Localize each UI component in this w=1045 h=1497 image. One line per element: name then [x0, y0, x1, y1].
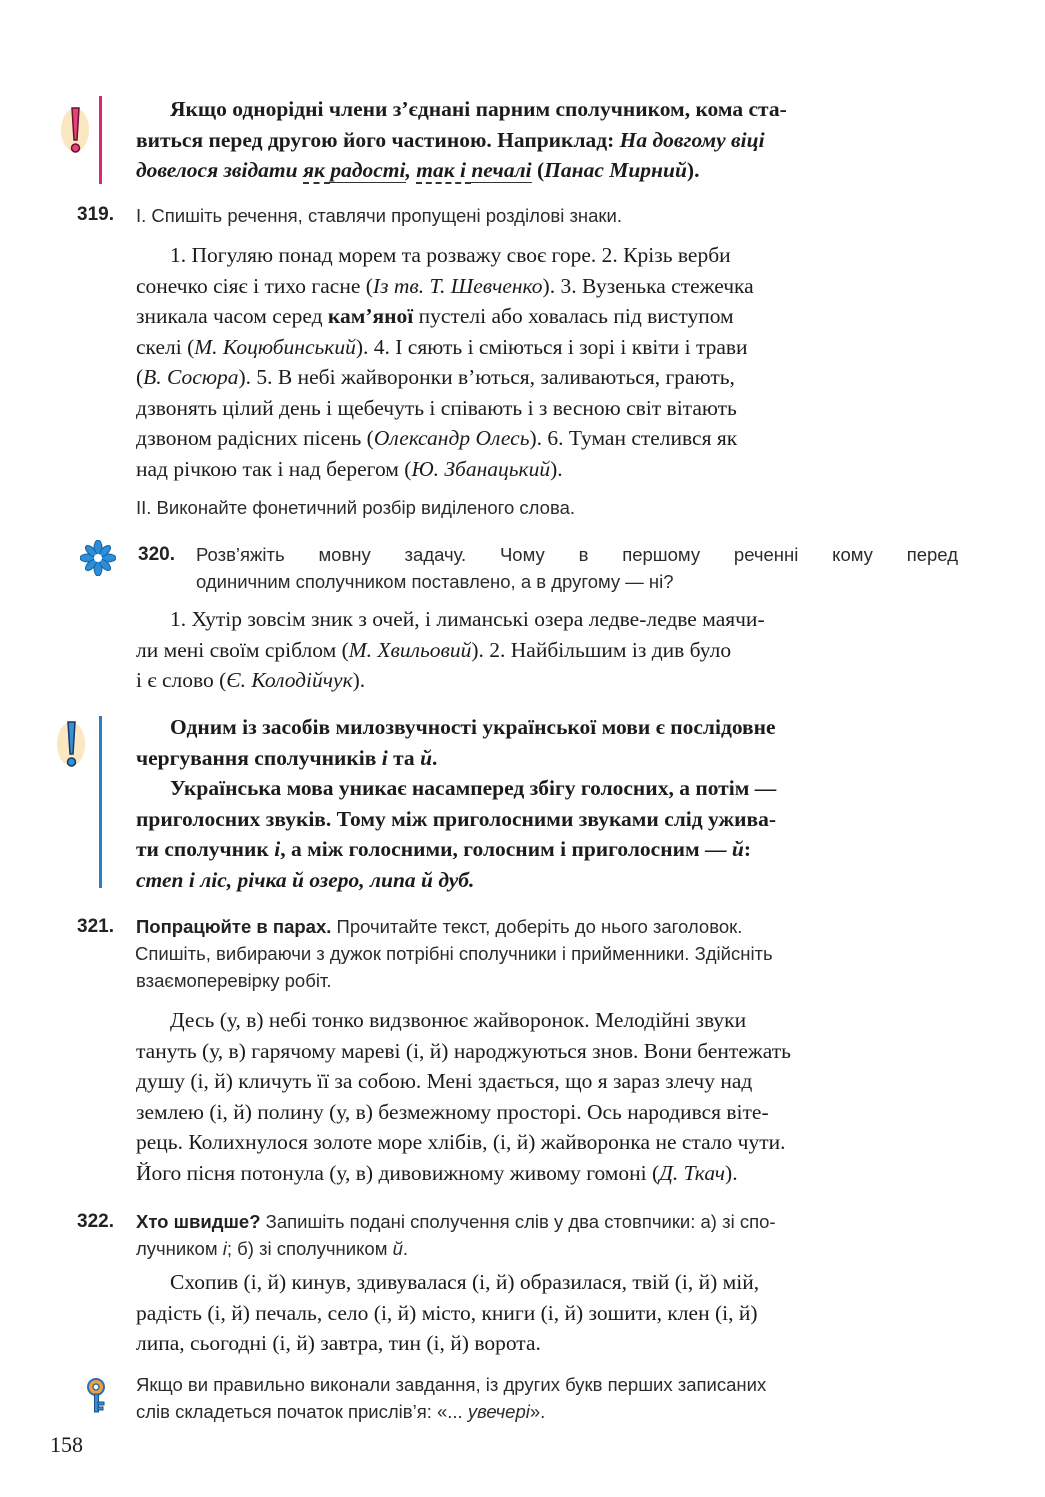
- rule-2-line: Українська мова уникає насамперед збігу голосних, а потім —: [170, 776, 777, 800]
- text-line: [136, 635, 958, 666]
- highlighted-word: кам’яної: [327, 304, 414, 328]
- conjunction-part: так і: [416, 158, 472, 182]
- task-text: Прочитайте текст, доберіть до нього заголовок.: [331, 916, 743, 937]
- conjunction: і: [274, 837, 281, 861]
- rule-2-line: Одним із засобів милозвучності української мови є послідовне: [170, 715, 776, 739]
- exercise-321-number: 321.: [77, 916, 114, 937]
- conjunction: і: [381, 745, 388, 770]
- conjunction: й: [392, 1238, 403, 1259]
- exercise-321-task: [136, 913, 958, 994]
- exercise-322-task: [136, 1208, 958, 1262]
- rule-1-icon: [58, 100, 92, 160]
- text-line: Десь (у, в) небі тонко видзвонює жайворонок. Мелодійні звуки: [170, 1008, 747, 1032]
- hint-text-part: ».: [529, 1401, 546, 1422]
- exercise-320-number: 320.: [138, 544, 175, 565]
- text: ти сполучник: [136, 837, 275, 861]
- text-line: [136, 301, 958, 332]
- page-number: 158: [50, 1432, 83, 1457]
- author: Олександр Олесь: [373, 426, 530, 450]
- rule-2: [136, 712, 958, 895]
- task-line: Розв’яжіть мовну задачу. Чому в першому реченні кому перед: [196, 544, 958, 565]
- author: М. Коцюбинський: [194, 334, 356, 359]
- rule-2-line: [136, 834, 958, 865]
- text: ). 6. Туман стелився як: [529, 426, 738, 450]
- hint-text-part: слів складеться початок прислів’я: «...: [136, 1401, 468, 1422]
- text: чергування сполучників: [136, 745, 382, 770]
- rule-1-example: На довгому віці: [619, 127, 765, 152]
- task-text: Запишіть подані сполучення слів у два стовпчики: а) зі спо-: [260, 1211, 776, 1232]
- hint-text: [136, 1371, 958, 1425]
- task-heading: Хто швидше?: [136, 1211, 261, 1232]
- rule-1-example: ,: [405, 158, 417, 182]
- text-line: 1. Погуляю понад морем та розважу своє горе. 2. Крізь верби: [170, 243, 731, 267]
- text-line: [136, 362, 958, 393]
- author: М. Хвильовий: [348, 637, 472, 662]
- rule-1-author: Панас Мирний: [544, 158, 687, 182]
- key-icon: [84, 1376, 114, 1416]
- conjunction: й: [731, 837, 744, 861]
- exercise-319-text: [136, 240, 958, 484]
- text-line: Схопив (і, й) кинув, здивувалася (і, й) образилася, твій (і, й) мій,: [170, 1270, 760, 1294]
- rule-1-example: довелося звідати: [136, 158, 303, 182]
- text: ). 2. Найбільшим із див було: [471, 637, 732, 662]
- exclamation-icon: [54, 714, 88, 774]
- text: скелі (: [136, 334, 195, 359]
- hint-line: Якщо ви правильно виконали завдання, із других букв перших записаних: [136, 1374, 767, 1395]
- proverb-word: увечері: [467, 1401, 530, 1422]
- text: дзвоном радісних пісень (: [136, 426, 374, 450]
- rule-2-line: приголосних звуків. Тому між приголосними звуками слід ужива-: [136, 806, 776, 831]
- rule-1: [136, 94, 958, 186]
- text: .: [432, 745, 438, 770]
- task-text: ; б) зі сполучником: [226, 1238, 393, 1259]
- text-line: землею (і, й) полину (у, в) безмежному просторі. Ось народився віте-: [136, 1099, 769, 1124]
- rule-1-text: ).: [686, 158, 700, 182]
- exercise-320-text: [136, 604, 958, 696]
- text: та: [387, 745, 421, 770]
- text: , а між голосними, голосним і приголосним —: [280, 837, 732, 861]
- conjunction: і: [222, 1238, 227, 1259]
- text: (: [136, 365, 144, 389]
- exercise-321-text: [136, 1005, 958, 1188]
- exercise-322-text: [136, 1267, 958, 1359]
- text-line: [136, 271, 958, 302]
- conjunction-part: як: [302, 158, 331, 182]
- rule-2-line: [136, 865, 958, 896]
- task-line: Спишіть, вибираючи з дужок потрібні сполучники і прийменники. Здійсніть: [135, 943, 773, 964]
- rule-1-line: Якщо однорідні члени з’єднані парним сполучником, кома ста-: [170, 97, 787, 121]
- rule-1-text: виться перед другою його частиною. Наприклад:: [136, 127, 620, 152]
- task-line: взаємоперевірку робіт.: [136, 970, 332, 991]
- text: над річкою так і над берегом (: [136, 456, 412, 481]
- exercise-322-number: 322.: [77, 1211, 114, 1232]
- text: сонечко сіяє і тихо гасне (: [136, 273, 373, 298]
- hint-icon: [84, 1376, 114, 1416]
- author: Ю. Збанацький: [411, 456, 551, 481]
- text: і є слово (: [136, 668, 227, 692]
- text: пустелі або ховалась під виступом: [413, 304, 734, 328]
- hint-line: [136, 1398, 958, 1425]
- homogeneous-member: радості: [330, 158, 406, 182]
- task-line: [136, 1235, 958, 1262]
- flower-icon: [80, 540, 116, 576]
- text: ). 3. Вузенька стежечка: [542, 273, 754, 298]
- text: ).: [725, 1160, 738, 1185]
- author: Є. Колодійчук: [226, 668, 353, 692]
- text-line: [136, 332, 958, 363]
- text: :: [743, 837, 752, 861]
- text-line: [136, 665, 958, 696]
- rule-1-line: [136, 125, 958, 156]
- text-line: [136, 454, 958, 485]
- author: Із тв. Т. Шевченко: [372, 273, 543, 298]
- task-line: [136, 1208, 958, 1235]
- author: В. Сосюра: [143, 365, 239, 389]
- exercise-319-task-2: ІІ. Виконайте фонетичний розбір виділеного слова.: [136, 497, 576, 518]
- text-line: радість (і, й) печаль, село (і, й) місто, книги (і, й) зошити, клен (і, й): [136, 1300, 758, 1325]
- snowflake-icon: [80, 540, 116, 576]
- rule-1-bar: [99, 96, 102, 184]
- text-line: рець. Колихнулося золоте море хлібів, (і, й) жайворонка не стало чути.: [136, 1130, 786, 1154]
- rule-1-text: (: [531, 158, 545, 182]
- text-line: душу (і, й) кличуть її за собою. Мені здається, що я зараз злечу над: [136, 1069, 753, 1093]
- text: ). 4. І сяють і сміються і зорі і квіти і трави: [355, 334, 748, 359]
- text: ).: [550, 456, 563, 481]
- rule-2-icon: [54, 714, 88, 774]
- task-text: .: [402, 1238, 408, 1259]
- text-line: 1. Хутір зовсім зник з очей, і лиманські озера ледве-ледве маячи-: [170, 607, 765, 631]
- text: ). 5. В небі жайворонки в’ються, заливаються, грають,: [238, 365, 735, 389]
- text: ли мені своїм сріблом (: [136, 637, 349, 662]
- rule-2-bar: [99, 716, 102, 888]
- exercise-319-task-1: І. Спишіть речення, ставлячи пропущені розділові знаки.: [136, 205, 622, 226]
- rule-2-example: степ і ліс, річка й озеро, липа й дуб.: [136, 867, 475, 892]
- text: зникала часом серед: [136, 304, 328, 328]
- task-line: [136, 913, 958, 940]
- author: Д. Ткач: [659, 1160, 726, 1185]
- exercise-320-task: [196, 541, 958, 595]
- conjunction: й: [420, 745, 433, 770]
- text-line: липа, сьогодні (і, й) завтра, тин (і, й) ворота.: [136, 1331, 541, 1355]
- rule-1-line: [136, 155, 958, 186]
- rule-2-line: [136, 743, 958, 774]
- text-line: дзвонять цілий день і щебечуть і співають і з весною світ вітають: [136, 395, 737, 420]
- homogeneous-member: печалі: [471, 158, 532, 182]
- text: ).: [352, 668, 366, 692]
- text-line: тануть (у, в) гарячому мареві (і, й) народжуються знов. Вони бентежать: [136, 1038, 791, 1063]
- exclamation-icon: [58, 100, 92, 160]
- task-text: лучником: [136, 1238, 223, 1259]
- task-line: одиничним сполучником поставлено, а в другому — ні?: [196, 571, 674, 592]
- task-heading: Попрацюйте в парах.: [136, 916, 332, 937]
- exercise-319-number: 319.: [77, 204, 114, 225]
- text-line: [136, 1158, 958, 1189]
- text-line: [136, 423, 958, 454]
- text: Його пісня потонула (у, в) дивовижному живому гомоні (: [136, 1160, 660, 1185]
